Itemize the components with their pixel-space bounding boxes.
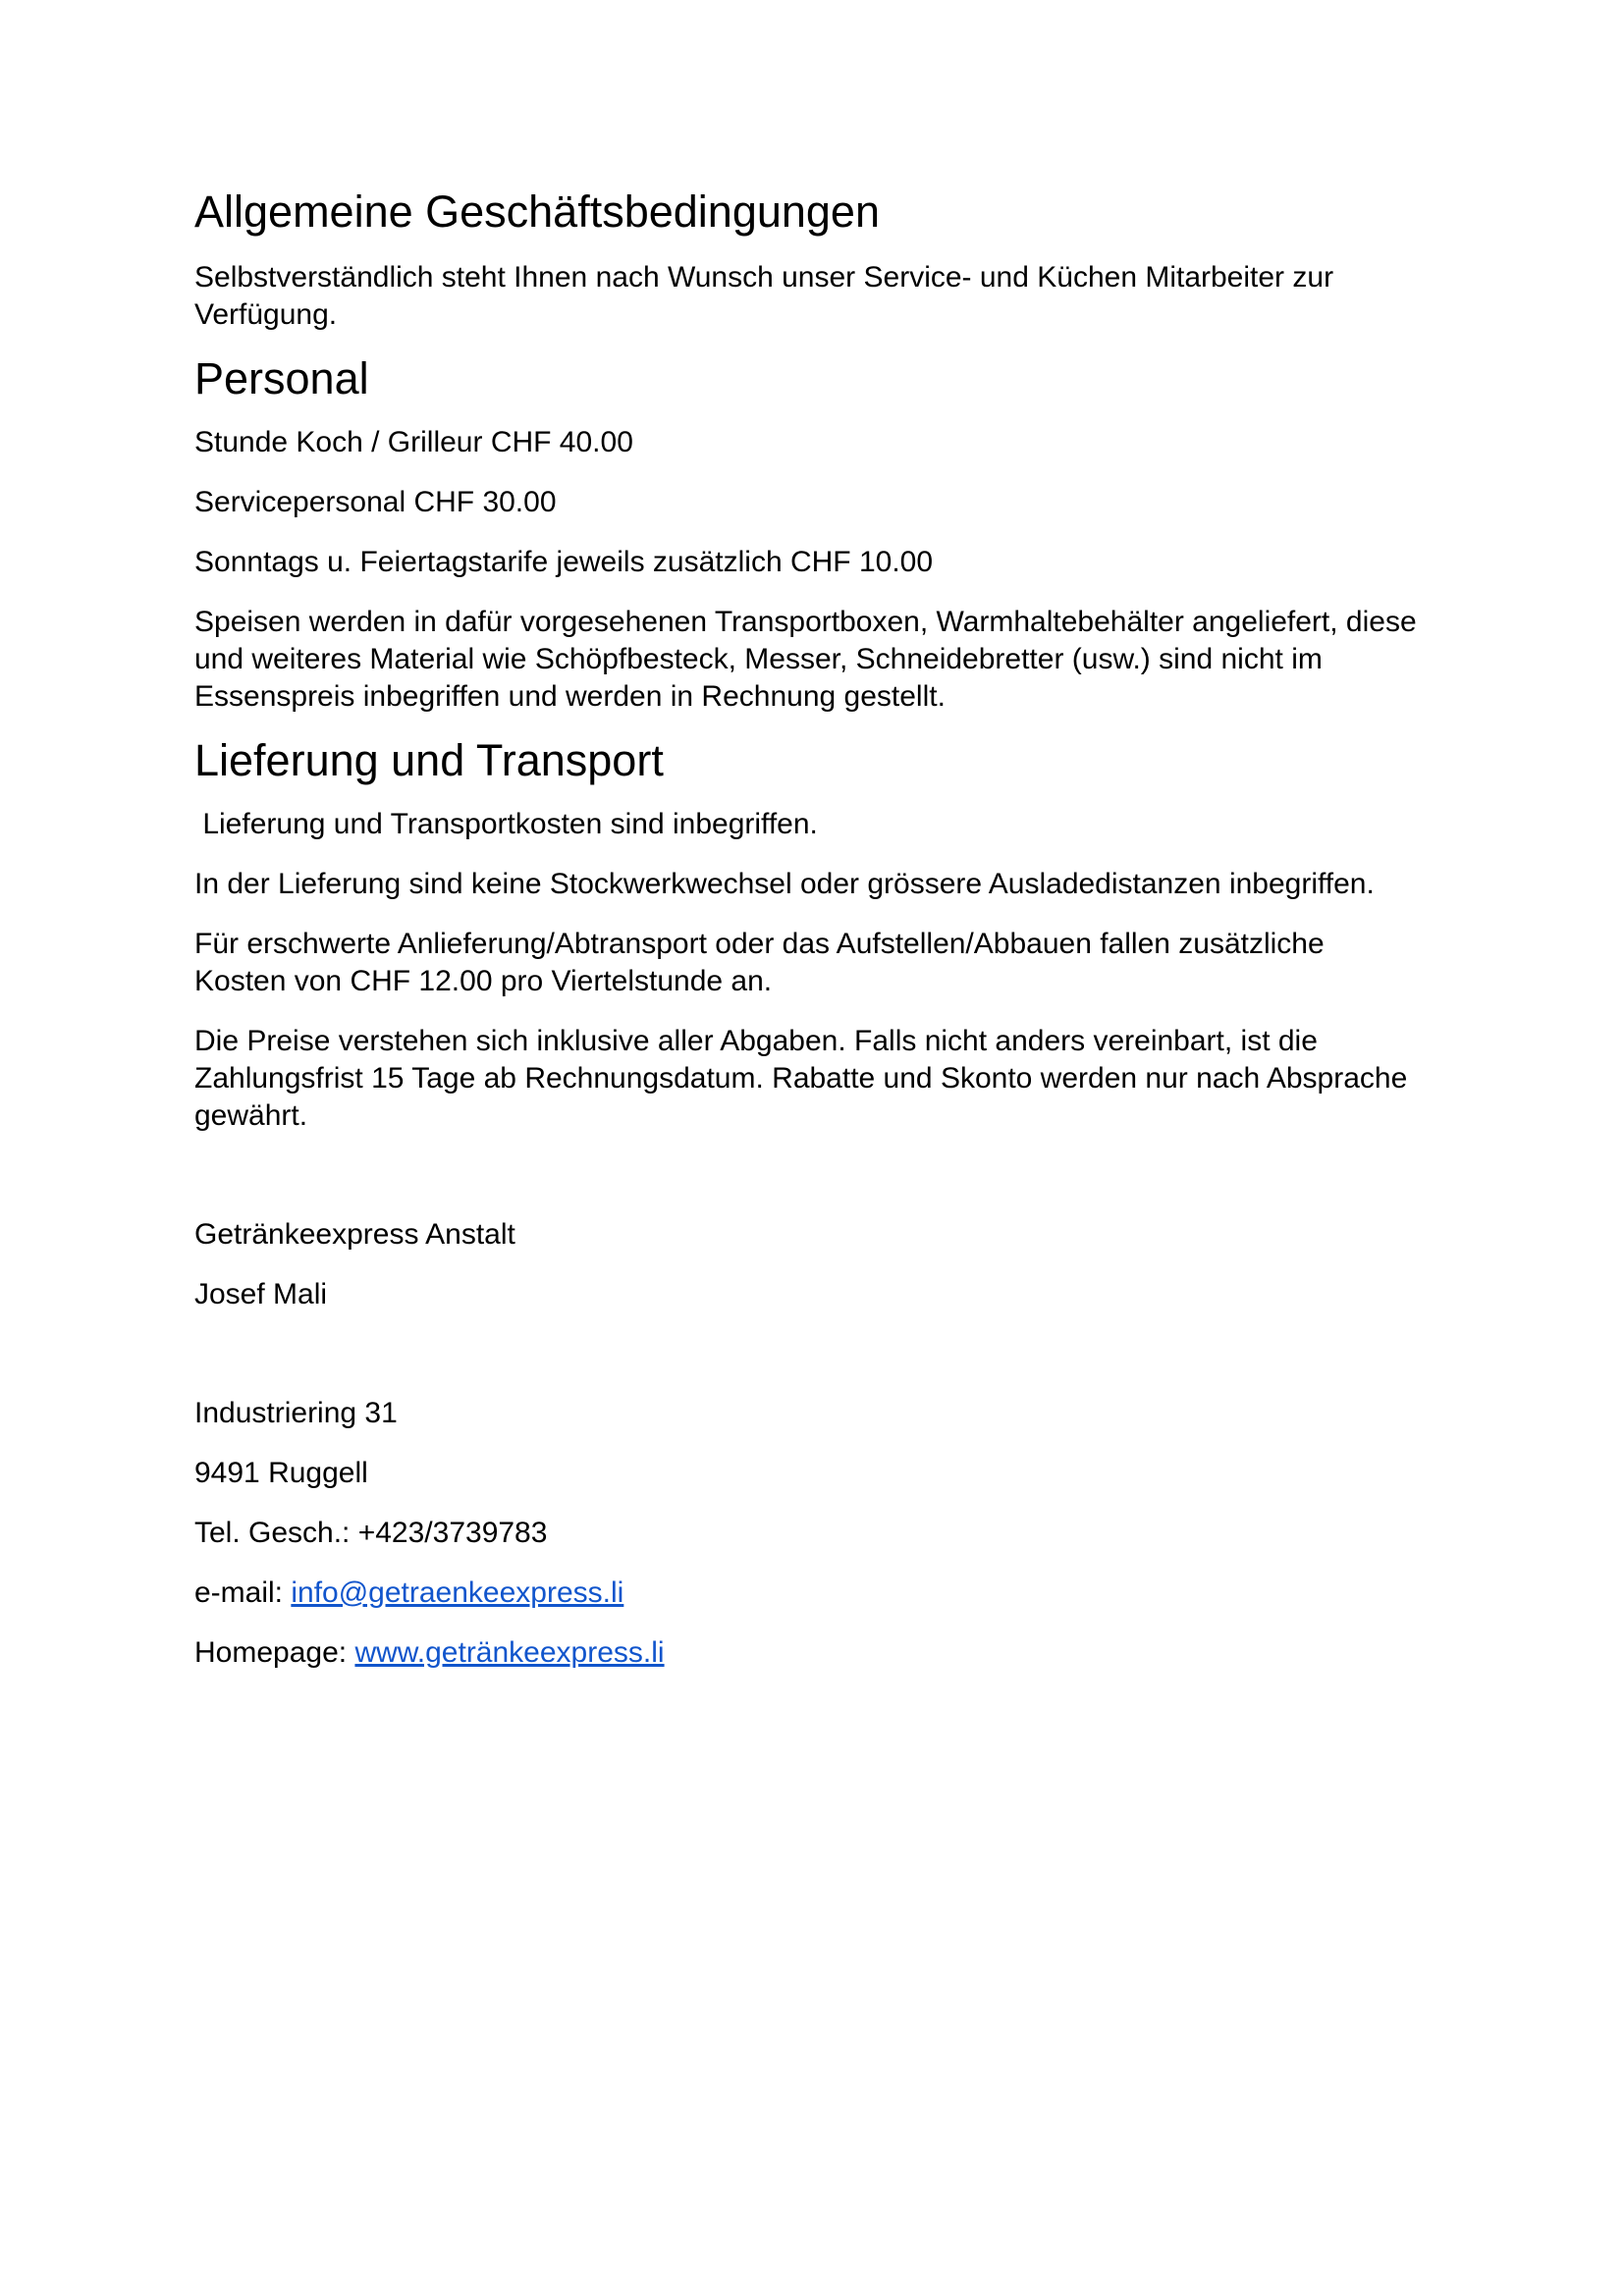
rate-holiday: Sonntags u. Feiertagstarife jeweils zusätzlich CHF 10.00 <box>194 546 934 578</box>
payment-terms: Die Preise verstehen sich inklusive aller Abgaben. Falls nicht anders vereinbart, ist die Zahlungsfrist 15 Tage ab Rechnungsdatum. Rabatte und Skonto werden nur nach Absprache gewährt. <box>194 1025 1408 1132</box>
homepage-link[interactable]: www.getränkeexpress.li <box>354 1636 665 1669</box>
homepage-line <box>194 1634 1461 1672</box>
page-title: Allgemeine Geschäftsbedingungen <box>194 187 880 237</box>
address-city: 9491 Ruggell <box>194 1457 368 1489</box>
delivery-floor-note: In der Lieferung sind keine Stockwerkwechsel oder grössere Ausladedistanzen inbegriffen. <box>194 868 1375 900</box>
material-note: Speisen werden in dafür vorgesehenen Transportboxen, Warmhaltebehälter angeliefert, diese und weiteres Material wie Schöpfbesteck, Messer, Schneidebretter (usw.) sind nicht im Essenspreis inbegriffen und werden in Rechnung gestellt. <box>194 606 1417 713</box>
company-name: Getränkeexpress Anstalt <box>194 1218 515 1251</box>
homepage-label: Homepage: <box>194 1636 355 1669</box>
phone-line: Tel. Gesch.: +423/3739783 <box>194 1517 548 1549</box>
email-label: e-mail: <box>194 1576 292 1609</box>
contact-person: Josef Mali <box>194 1278 328 1310</box>
intro-paragraph: Selbstverständlich steht Ihnen nach Wunsch unser Service- und Küchen Mitarbeiter zur Verfügung. <box>194 261 1334 331</box>
document-page <box>194 187 1461 1672</box>
section-heading-personal: Personal <box>194 353 369 403</box>
email-line <box>194 1575 1461 1612</box>
rate-service: Servicepersonal CHF 30.00 <box>194 486 557 518</box>
delivery-extra-cost: Für erschwerte Anlieferung/Abtransport oder das Aufstellen/Abbauen fallen zusätzliche Kosten von CHF 12.00 pro Viertelstunde an. <box>194 928 1325 997</box>
delivery-included: Lieferung und Transportkosten sind inbegriffen. <box>194 808 818 840</box>
section-heading-delivery: Lieferung und Transport <box>194 735 664 785</box>
email-link[interactable]: info@getraenkeexpress.li <box>291 1576 624 1609</box>
rate-cook: Stunde Koch / Grilleur CHF 40.00 <box>194 426 633 458</box>
address-street: Industriering 31 <box>194 1397 398 1429</box>
